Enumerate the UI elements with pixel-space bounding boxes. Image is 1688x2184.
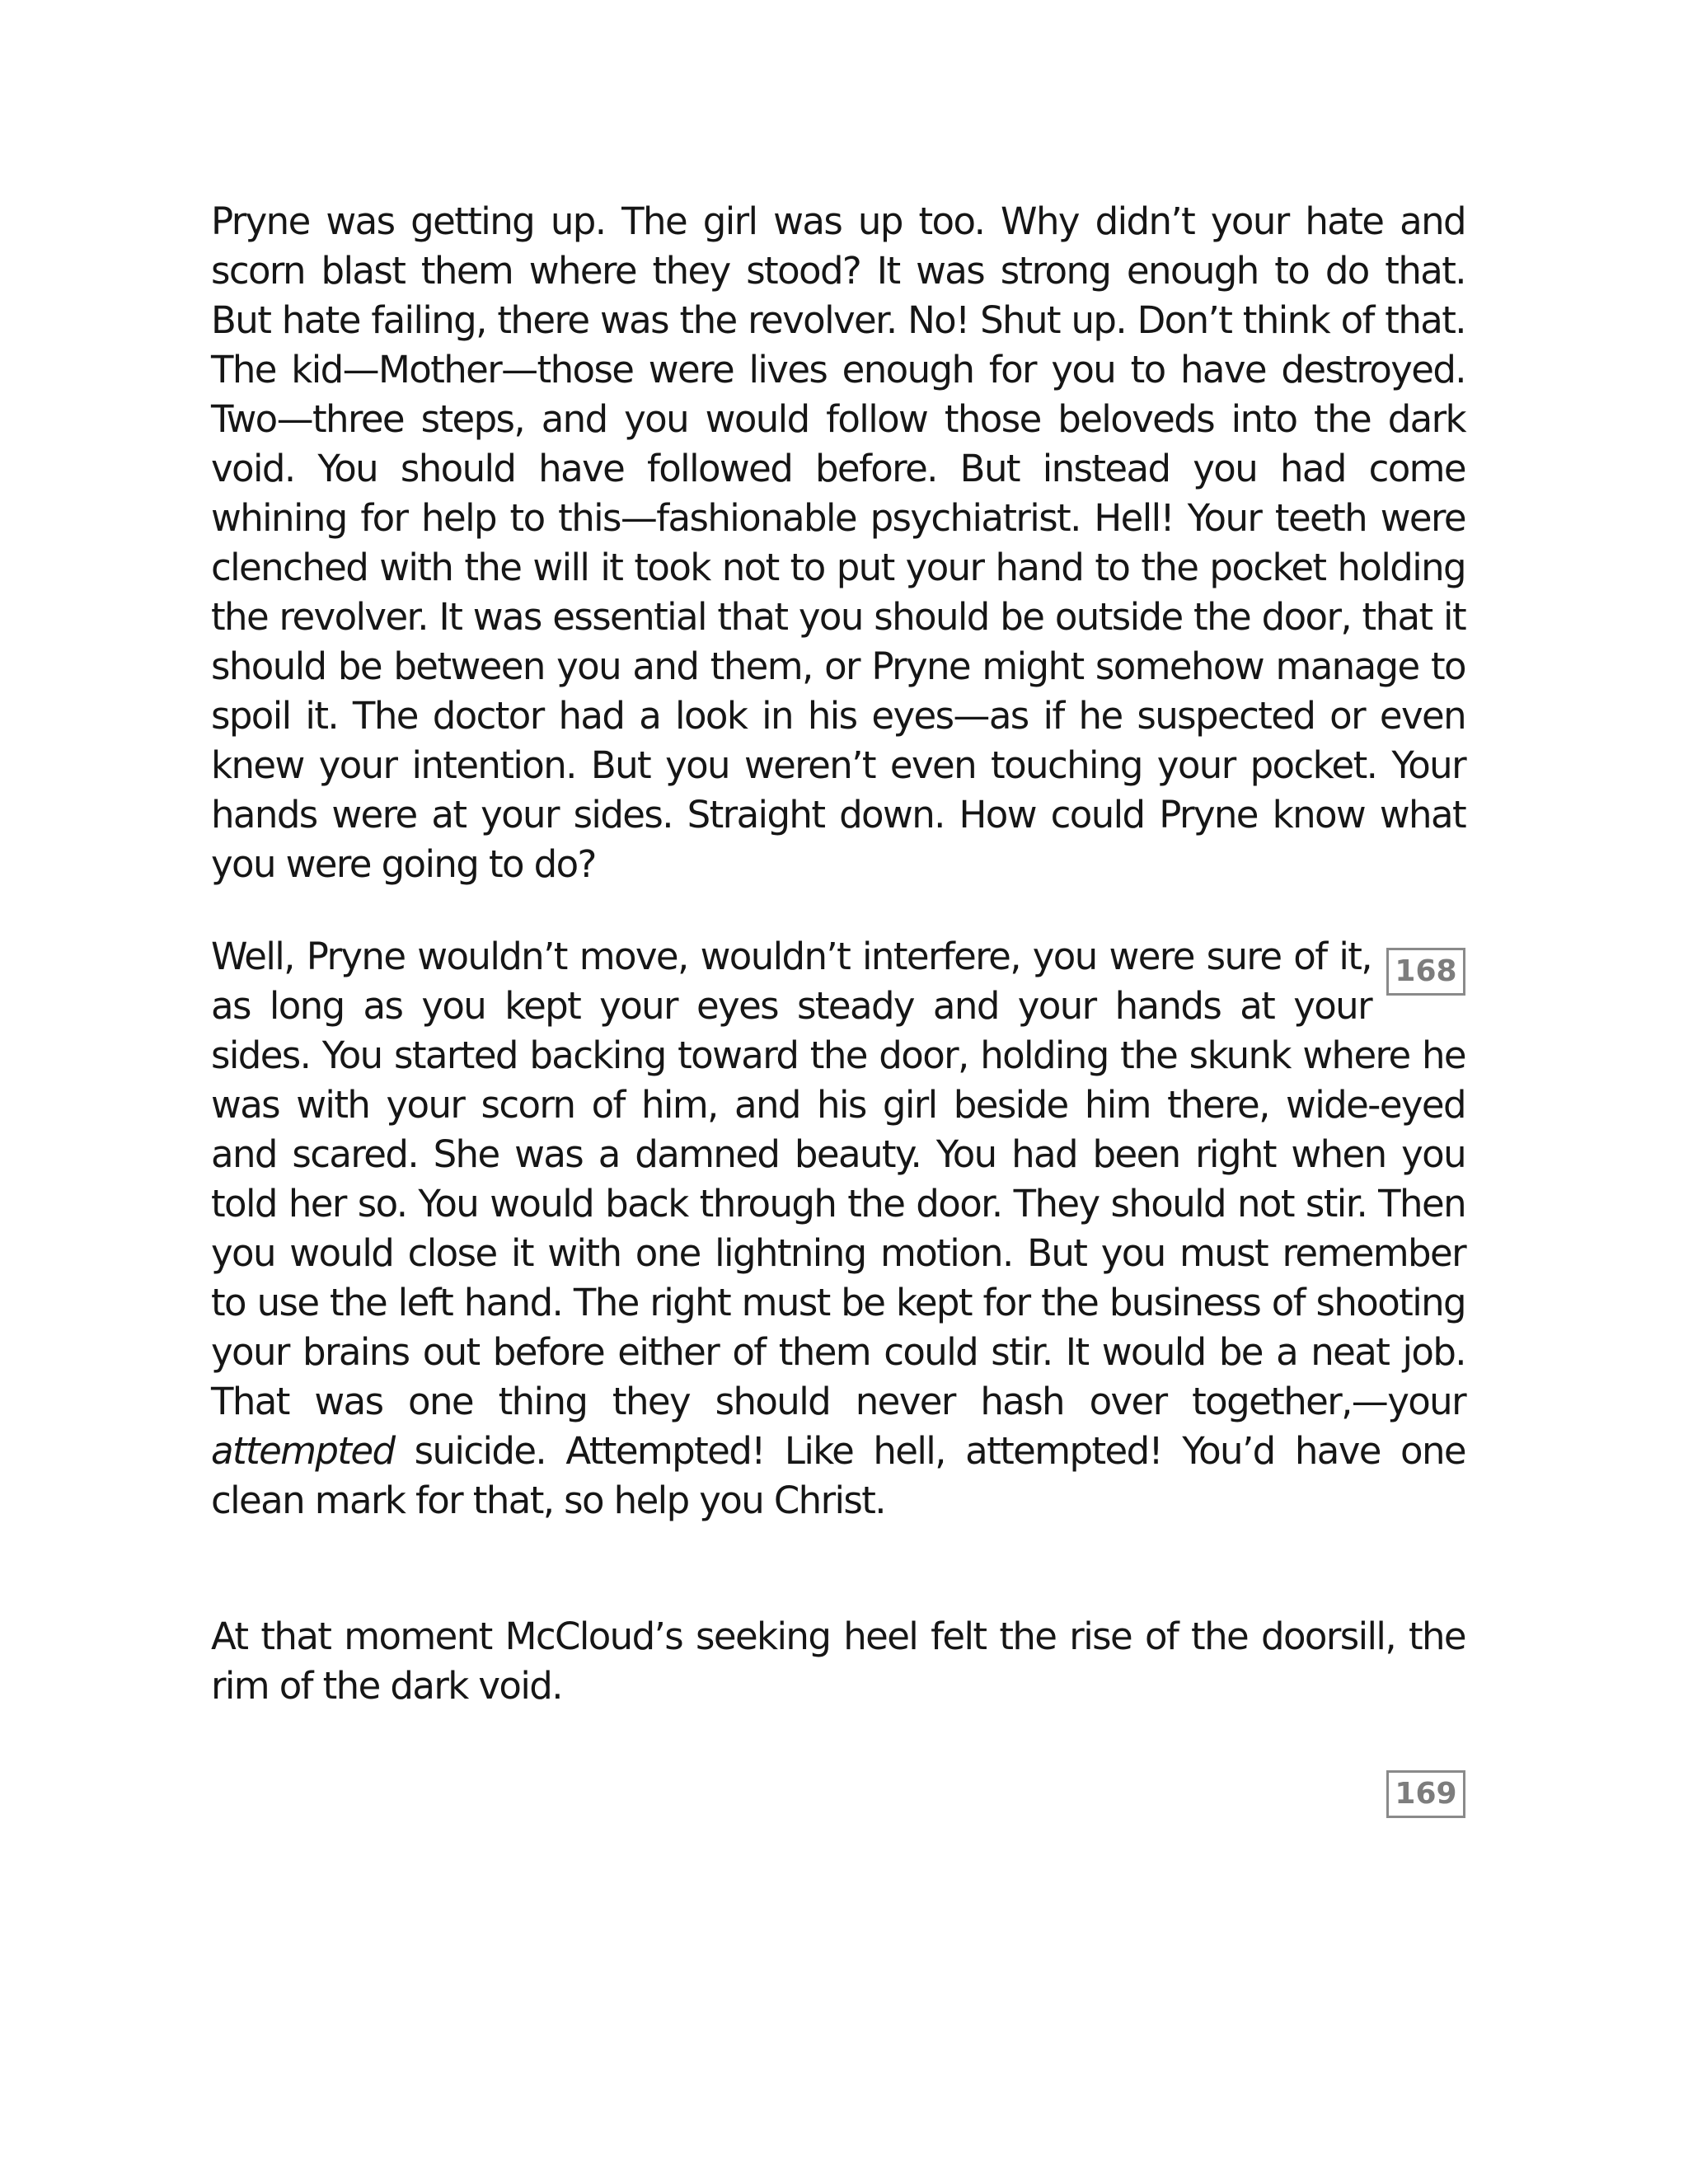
paragraph-2 <box>211 932 1465 1526</box>
page-marker-169: 169 <box>1386 1770 1465 1818</box>
paragraph-2-text-end: suicide. Attempted! Like hell, attempted! You’d have one clean mark for that, so help you Christ. <box>211 1429 1465 1522</box>
emphasized-word: attempted <box>211 1429 395 1473</box>
page-marker-168: 168 <box>1386 948 1465 996</box>
paragraph-3 <box>211 1612 1465 1711</box>
paragraph-1 <box>211 197 1465 889</box>
paragraph-3-text: At that moment McCloud’s seeking heel felt the rise of the doorsill, the rim of the dark void. <box>211 1615 1465 1708</box>
paragraph-2-text-start: Well, Pryne wouldn’t move, wouldn’t interfere, you were sure of it, as long as you kept your eyes steady and your hands at your sides. You started backing toward the door, holding the skunk where he was with your scorn of him, and his girl beside him there, wide-eyed and scared. She was a damned beauty. You had been right when you told her so. You would back through the door. They should not stir. Then you would close it with one lightning motion. But you must remember to use the left hand. The right must be kept for the business of shooting your brains out before either of them could stir. It would be a neat job. That was one thing they should never hash over together,—your <box>211 935 1465 1423</box>
paragraph-1-text: Pryne was getting up. The girl was up too. Why didn’t your hate and scorn blast them where they stood? It was strong enough to do that. But hate failing, there was the revolver. No! Shut up. Don’t think of that. The kid—Mother—those were lives enough for you to have destroyed. Two—three steps, and you would follow those beloveds into the dark void. You should have followed before. But instead you had come whining for help to this—fashionable psychiatrist. Hell! Your teeth were clenched with the will it took not to put your hand to the pocket holding the revolver. It was essential that you should be outside the door, that it should be between you and them, or Pryne might somehow manage to spoil it. The doctor had a look in his eyes—as if he suspected or even knew your intention. But you weren’t even touching your pocket. Your hands were at your sides. Straight down. How could Pryne know what you were going to do? <box>211 199 1465 886</box>
